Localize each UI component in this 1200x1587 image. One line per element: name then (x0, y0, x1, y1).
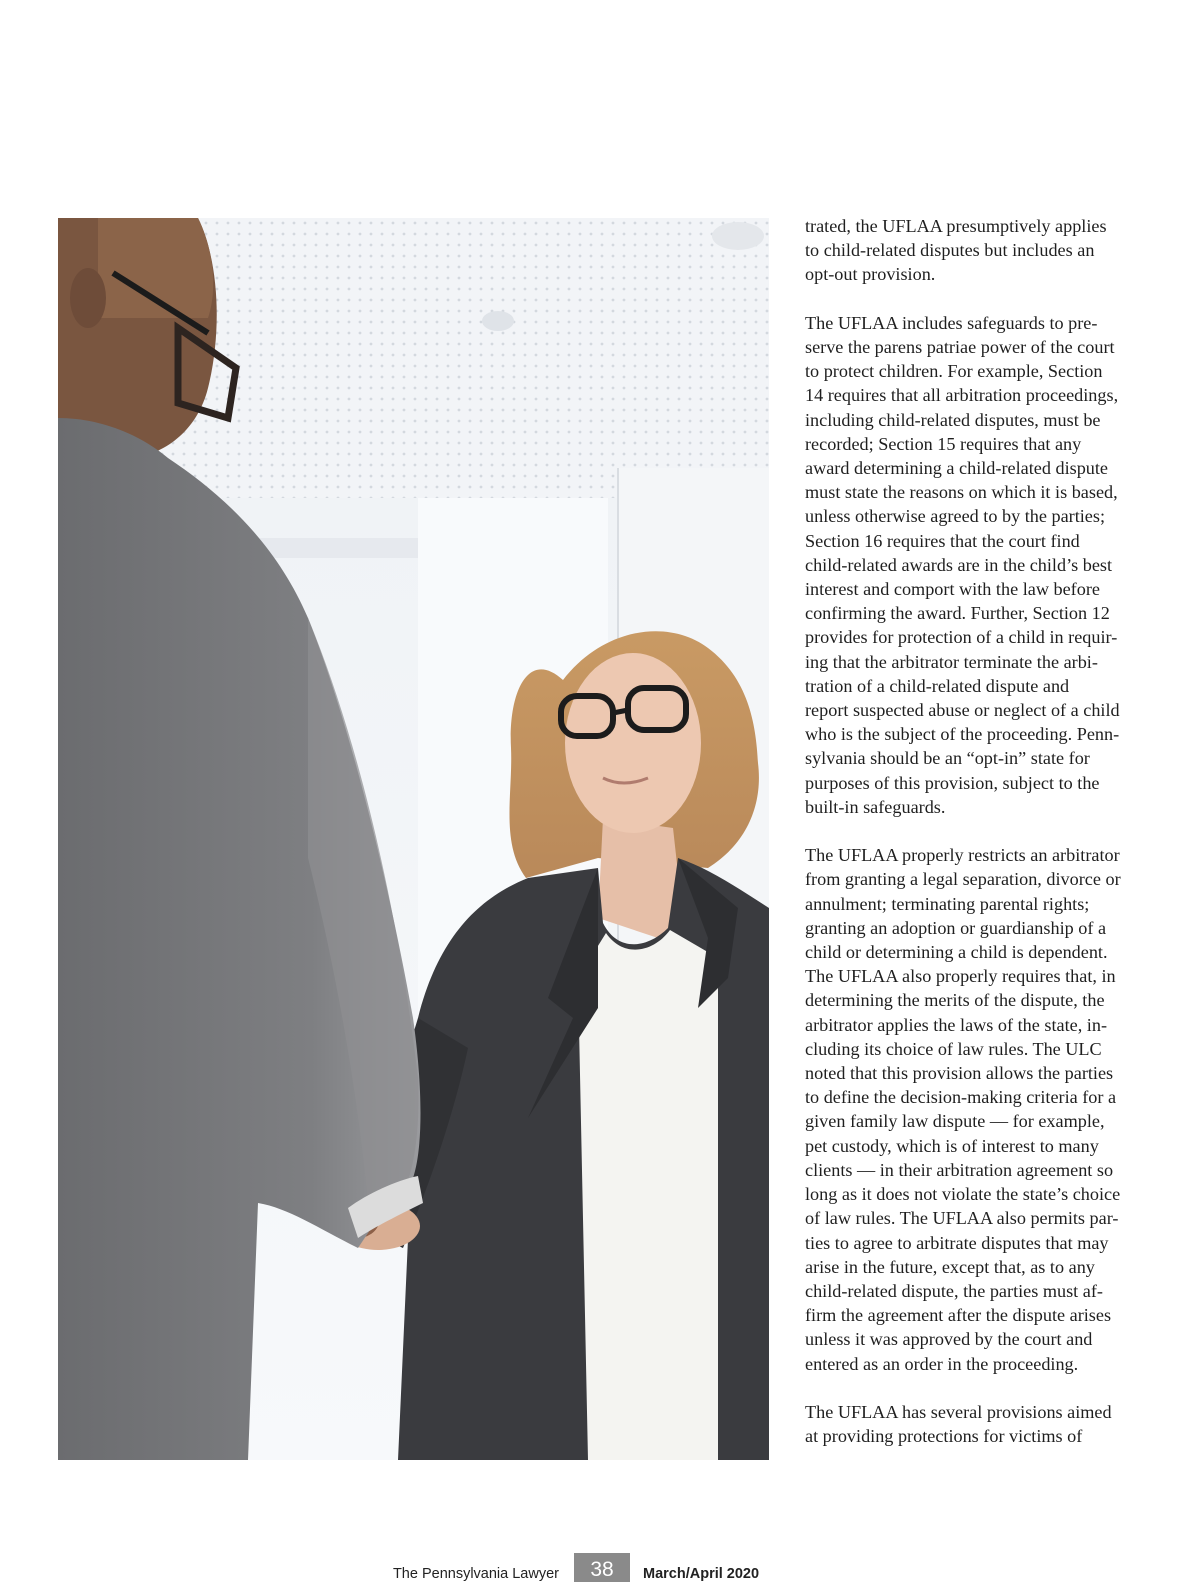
article-paragraph (805, 1400, 1150, 1448)
text-line: noted that this provision allows the parties (805, 1063, 1114, 1084)
text-line: child or determining a child is dependent. (805, 942, 1108, 963)
text-line: granting an adoption or guardianship of a (805, 917, 1107, 938)
text-line: pet custody, which is of interest to many (805, 1135, 1099, 1156)
text-line: confirming the award. Further, Section 12 (805, 603, 1110, 624)
text-line: award determining a child-related dispute (805, 458, 1109, 479)
text-line: ing that the arbitrator terminate the arbi- (805, 651, 1098, 672)
text-line: recorded; Section 15 requires that any (805, 433, 1082, 454)
text-line: report suspected abuse or neglect of a child (805, 700, 1120, 721)
text-line: to protect children. For example, Section (805, 361, 1103, 382)
text-line: The UFLAA has several provisions aimed (805, 1401, 1112, 1422)
footer-publication-name: The Pennsylvania Lawyer (392, 1566, 559, 1582)
text-line: purposes of this provision, subject to the (805, 772, 1100, 793)
text-line: child-related dispute, the parties must af- (805, 1280, 1103, 1301)
article-paragraph (805, 214, 1150, 287)
text-line: from granting a legal separation, divorce or (805, 869, 1121, 890)
text-line: Section 16 requires that the court find (805, 530, 1080, 551)
text-line: must state the reasons on which it is based, (805, 482, 1118, 503)
text-line: at providing protections for victims of (805, 1426, 1083, 1447)
text-line: clients — in their arbitration agreement so (805, 1159, 1114, 1180)
text-line: interest and comport with the law before (805, 579, 1100, 600)
text-line: including child-related disputes, must be (805, 409, 1101, 430)
text-line: annulment; terminating parental rights; (805, 893, 1090, 914)
text-line: The UFLAA also properly requires that, in (805, 966, 1116, 987)
text-line: built-in safeguards. (805, 796, 946, 817)
article-photo (58, 218, 769, 1460)
text-line: unless it was approved by the court and (805, 1329, 1093, 1350)
text-line: tration of a child-related dispute and (805, 675, 1070, 696)
text-line: determining the merits of the dispute, the (805, 990, 1105, 1011)
text-line: child-related awards are in the child’s best (805, 554, 1113, 575)
text-line: arise in the future, except that, as to any (805, 1256, 1095, 1277)
article-paragraph (805, 311, 1150, 819)
text-line: The UFLAA properly restricts an arbitrator (805, 845, 1120, 866)
text-line: arbitrator applies the laws of the state, in- (805, 1014, 1108, 1035)
text-line: The UFLAA includes safeguards to pre- (805, 312, 1098, 333)
article-paragraph (805, 843, 1150, 1375)
text-line: to define the decision-making criteria for a (805, 1087, 1117, 1108)
text-line: serve the parens patriae power of the court (805, 337, 1115, 357)
page-number: 38 (574, 1553, 630, 1582)
text-line: sylvania should be an “opt-in” state for (805, 748, 1090, 769)
text-line: 14 requires that all arbitration proceedings, (805, 385, 1119, 406)
text-line: who is the subject of the proceeding. Penn- (805, 724, 1120, 745)
text-line: to child-related disputes but includes an (805, 240, 1095, 261)
text-line: ties to agree to arbitrate disputes that may (805, 1232, 1109, 1253)
text-line: entered as an order in the proceeding. (805, 1353, 1079, 1374)
text-line: cluding its choice of law rules. The ULC (805, 1038, 1102, 1059)
text-line: trated, the UFLAA presumptively applies (805, 216, 1107, 236)
footer-issue-date: March/April 2020 (643, 1566, 760, 1582)
article-body (805, 214, 1150, 1473)
text-line: of law rules. The UFLAA also permits par- (805, 1208, 1119, 1229)
text-line: provides for protection of a child in requir- (805, 627, 1118, 648)
text-line: firm the agreement after the dispute arises (805, 1305, 1112, 1326)
text-line: opt-out provision. (805, 264, 936, 285)
text-line: given family law dispute — for example, (805, 1111, 1105, 1132)
text-line: long as it does not violate the state’s choice (805, 1184, 1121, 1205)
text-line: unless otherwise agreed to by the parties; (805, 506, 1106, 527)
